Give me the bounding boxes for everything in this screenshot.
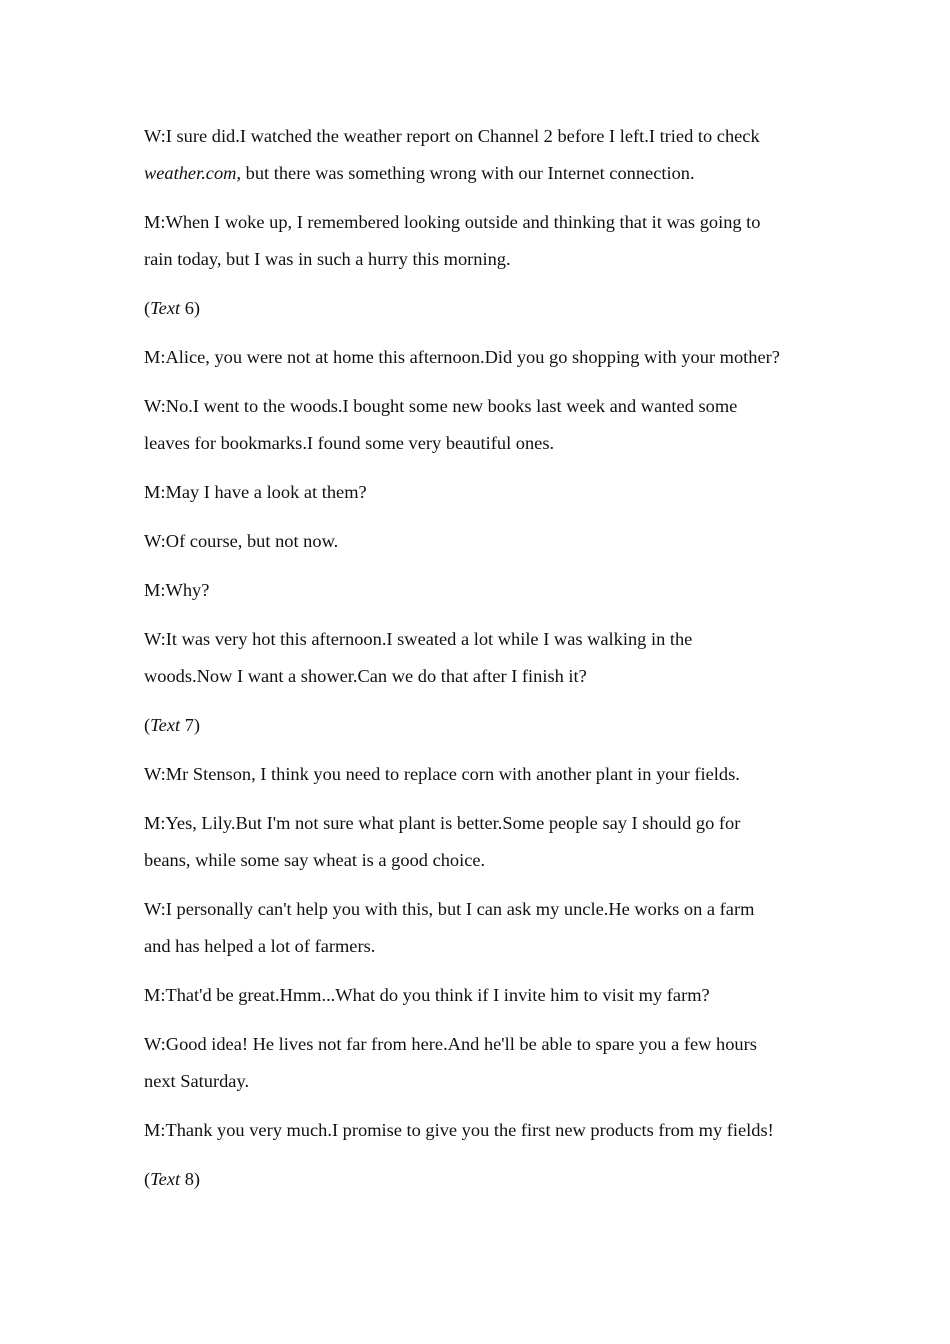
dialogue-line: woods.Now I want a shower.Can we do that after I finish it? bbox=[144, 666, 587, 686]
dialogue-paragraph bbox=[144, 474, 816, 511]
dialogue-line: M:Alice, you were not at home this afternoon.Did you go shopping with your mother? bbox=[144, 347, 780, 367]
document-body bbox=[144, 118, 816, 1210]
text-section-marker bbox=[144, 707, 816, 744]
marker-italic: Text bbox=[150, 298, 181, 318]
dialogue-line bbox=[144, 155, 816, 192]
dialogue-paragraph bbox=[144, 523, 816, 560]
dialogue-line: M:May I have a look at them? bbox=[144, 482, 367, 502]
dialogue-paragraph bbox=[144, 891, 816, 965]
marker-open: ( bbox=[144, 1169, 151, 1189]
dialogue-line: M:Why? bbox=[144, 580, 210, 600]
marker-number: 6) bbox=[180, 298, 201, 318]
marker-number: 8) bbox=[180, 1169, 201, 1189]
dialogue-line: M:When I woke up, I remembered looking outside and thinking that it was going to bbox=[144, 212, 761, 232]
dialogue-paragraph bbox=[144, 204, 816, 278]
dialogue-line: leaves for bookmarks.I found some very beautiful ones. bbox=[144, 433, 555, 453]
dialogue-line: W:No.I went to the woods.I bought some new books last week and wanted some bbox=[144, 396, 738, 416]
marker-open: ( bbox=[144, 298, 151, 318]
dialogue-line: and has helped a lot of farmers. bbox=[144, 936, 376, 956]
italic-website: weather.com bbox=[144, 163, 237, 183]
dialogue-paragraph bbox=[144, 339, 816, 376]
text-section-marker bbox=[144, 1161, 816, 1198]
marker-open: ( bbox=[144, 715, 151, 735]
dialogue-paragraph bbox=[144, 572, 816, 609]
dialogue-line: W:Mr Stenson, I think you need to replace corn with another plant in your fields. bbox=[144, 764, 740, 784]
dialogue-paragraph bbox=[144, 1112, 816, 1149]
marker-number: 7) bbox=[180, 715, 201, 735]
dialogue-line-rest: , but there was something wrong with our Internet connection. bbox=[236, 163, 695, 183]
dialogue-line: M:That'd be great.Hmm...What do you think if I invite him to visit my farm? bbox=[144, 985, 710, 1005]
dialogue-line: M:Thank you very much.I promise to give you the first new products from my fields! bbox=[144, 1120, 774, 1140]
dialogue-line: next Saturday. bbox=[144, 1071, 250, 1091]
dialogue-line: W:Good idea! He lives not far from here.And he'll be able to spare you a few hours bbox=[144, 1034, 757, 1054]
dialogue-line: W:It was very hot this afternoon.I sweated a lot while I was walking in the bbox=[144, 629, 693, 649]
marker-italic: Text bbox=[150, 715, 181, 735]
dialogue-line: W:I personally can't help you with this, but I can ask my uncle.He works on a farm bbox=[144, 899, 755, 919]
dialogue-line: rain today, but I was in such a hurry this morning. bbox=[144, 249, 511, 269]
dialogue-paragraph bbox=[144, 805, 816, 879]
dialogue-paragraph bbox=[144, 977, 816, 1014]
marker-italic: Text bbox=[150, 1169, 181, 1189]
dialogue-line: beans, while some say wheat is a good choice. bbox=[144, 850, 486, 870]
dialogue-paragraph bbox=[144, 388, 816, 462]
dialogue-paragraph bbox=[144, 756, 816, 793]
dialogue-paragraph bbox=[144, 621, 816, 695]
dialogue-paragraph bbox=[144, 1026, 816, 1100]
dialogue-paragraph bbox=[144, 118, 816, 192]
dialogue-line: M:Yes, Lily.But I'm not sure what plant is better.Some people say I should go for bbox=[144, 813, 741, 833]
dialogue-line: W:I sure did.I watched the weather report on Channel 2 before I left.I tried to check bbox=[144, 126, 760, 146]
dialogue-line: W:Of course, but not now. bbox=[144, 531, 339, 551]
text-section-marker bbox=[144, 290, 816, 327]
